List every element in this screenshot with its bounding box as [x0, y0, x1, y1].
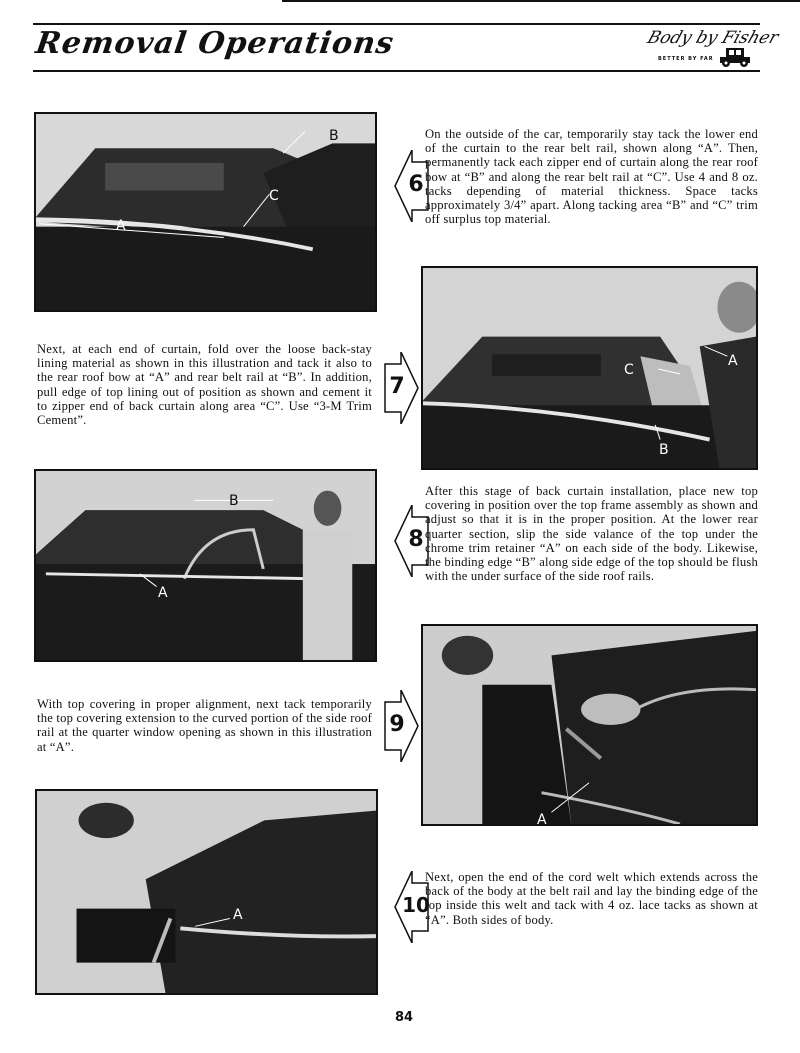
step-10-caption: Next, open the end of the cord welt which extends across the back of the body at the belt rail and lay the binding edge of the top inside this welt and tack with 4 oz. lace tacks as shown at “A”. Both sides of body.: [425, 870, 758, 927]
callout-a: A: [116, 218, 126, 234]
step-8-photo: [34, 469, 377, 662]
cord-welt-tacking-illustration: [37, 791, 376, 993]
step-number: 6: [408, 172, 424, 197]
top-border-rule: [282, 0, 800, 2]
callout-c: C: [269, 188, 279, 204]
page-number: 84: [395, 1010, 414, 1025]
callout-c: C: [624, 362, 634, 378]
car-icon: [718, 46, 752, 68]
step-number: 8: [408, 527, 424, 552]
back-stay-lining-illustration: [423, 268, 756, 468]
step-9-caption: With top covering in proper alignment, next tack temporarily the top covering extension to the curved portion of the side roof rail at the quarter window opening as shown in this illustration at “A”.: [37, 697, 372, 754]
step-7-photo: [421, 266, 758, 470]
step-10-photo: [35, 789, 378, 995]
step-9-photo: [421, 624, 758, 826]
step-number: 9: [389, 712, 405, 737]
callout-b: B: [659, 442, 669, 458]
callout-a: A: [233, 907, 243, 923]
step-7-caption: Next, at each end of curtain, fold over the loose back-stay lining material as shown in this illustration and tack it also to the rear roof bow at “A” and rear belt rail at “B”. In addition, pull edge of top lining out of position as shown and cement it to zipper end of back curtain along area “C”. Use “3-M Trim Cement”.: [37, 342, 372, 428]
brand-tagline: BETTER BY FAR: [658, 56, 714, 62]
step-9-arrow: [383, 690, 419, 762]
header-rule-top: [33, 23, 760, 25]
step-number: 10: [402, 893, 430, 917]
brand-logo: [640, 28, 781, 70]
step-6-photo: [34, 112, 377, 312]
step-6-caption: On the outside of the car, temporarily stay tack the lower end of the curtain to the rear belt rail, shown along “A”. Then, permanently tack each zipper end of curtain along the rear roof bow at “B” and along the rear belt rail at “C”. Use 4 and 8 oz. tacks depending of material thickness. Space tacks approximately 3/4” apart. Along tacking area “B” and “C” trim off surplus top material.: [425, 127, 758, 227]
callout-a: A: [728, 353, 738, 369]
page-title: Removal Operations: [33, 26, 397, 61]
step-8-caption: After this stage of back curtain installation, place new top covering in position over the top frame assembly as shown and adjust so that it is in the proper position. At the lower rear quarter section, slip the side valance of the top under the chrome trim retainer “A” on each side of the body. Likewise, the binding edge “B” along side edge of the top should be flush with the under surface of the side roof rails.: [425, 484, 758, 584]
convertible-top-rear-illustration: [36, 114, 375, 310]
callout-a: A: [158, 585, 168, 601]
callout-b: B: [329, 128, 339, 144]
side-roof-rail-tacking-illustration: [423, 626, 756, 824]
brand-script: Body by Fisher: [644, 28, 781, 48]
step-7-arrow: [383, 352, 419, 424]
step-number: 7: [389, 374, 405, 399]
header-rule-bottom: [33, 70, 760, 72]
callout-b: B: [229, 493, 239, 509]
callout-a: A: [537, 812, 547, 826]
top-covering-position-illustration: [36, 471, 375, 660]
